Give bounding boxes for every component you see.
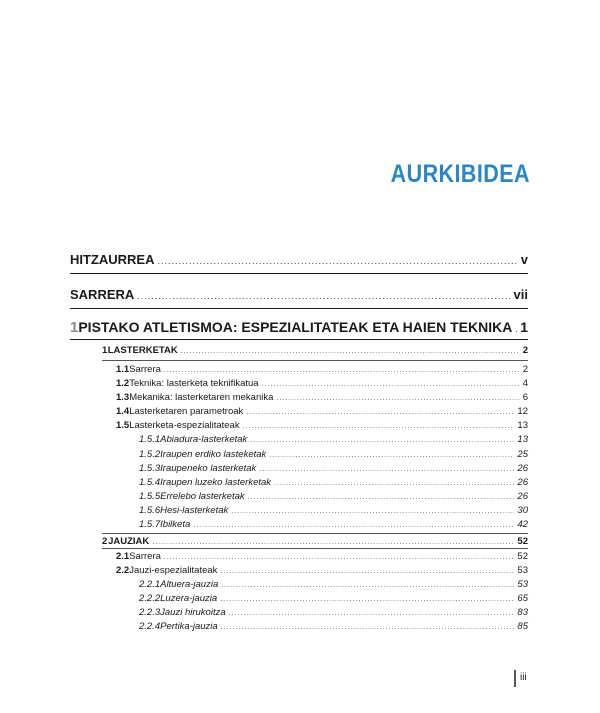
leader-dots — [221, 624, 515, 631]
toc-page: v — [520, 252, 528, 267]
toc-entry-1-5-4[interactable] — [139, 477, 528, 488]
toc-page: 26 — [517, 477, 528, 488]
divider — [70, 339, 528, 340]
toc-entry-section-2[interactable] — [102, 536, 528, 547]
toc-page: 6 — [522, 392, 528, 403]
toc-number: 1.5.7 — [139, 519, 161, 530]
toc-entry-1-3[interactable] — [116, 392, 528, 403]
leader-dots — [229, 610, 515, 617]
toc-number: 1.5.3 — [139, 463, 161, 474]
toc-entry-2-2-1[interactable] — [139, 579, 528, 590]
toc-page: 13 — [517, 420, 528, 431]
toc-entry-2-2-2[interactable] — [139, 593, 528, 604]
toc-label: Abiadura-lasterketak — [160, 434, 248, 445]
toc-number: 1.4 — [116, 406, 130, 417]
leader-dots — [164, 554, 515, 561]
toc-label: Sarrera — [129, 364, 161, 375]
divider — [102, 548, 528, 549]
leader-dots — [269, 452, 514, 459]
toc-label: Mekanika: lasterketaren mekanika — [129, 392, 274, 403]
toc-page: 26 — [517, 491, 528, 502]
toc-entry-2-2[interactable] — [116, 565, 528, 576]
leader-dots — [515, 324, 517, 334]
toc-page: 30 — [517, 505, 528, 516]
toc-page: 1 — [520, 319, 528, 335]
toc-entry-1-2[interactable] — [116, 378, 528, 389]
divider — [102, 533, 528, 534]
toc-number: 1.3 — [116, 392, 130, 403]
toc-number: 1.5.5 — [139, 491, 161, 502]
leader-dots — [276, 395, 519, 402]
leader-dots — [137, 291, 510, 301]
toc-label: Iraupeneko lasterketak — [160, 463, 257, 474]
toc-label: Jauzi-espezialitateak — [129, 565, 218, 576]
toc-label: Sarrera — [129, 551, 161, 562]
toc-entry-2-2-3[interactable] — [139, 607, 528, 618]
divider — [102, 360, 528, 361]
leader-dots — [274, 480, 514, 487]
leader-dots — [158, 256, 518, 266]
leader-dots — [221, 582, 514, 589]
leader-dots — [250, 437, 514, 444]
toc-entry-sarrera[interactable] — [70, 287, 528, 302]
toc-entry-section-1[interactable] — [102, 345, 528, 356]
toc-label: Ibilketa — [160, 519, 191, 530]
toc-entry-1-4[interactable] — [116, 406, 528, 417]
toc-label: SARRERA — [70, 287, 135, 302]
toc-label: JAUZIAK — [108, 536, 150, 547]
leader-dots — [259, 466, 514, 473]
folio-bar — [514, 670, 516, 687]
toc-label: Lasterketaren parametroak — [129, 406, 244, 417]
section-number: 1 — [102, 345, 108, 356]
toc-number: 1.5.4 — [139, 477, 161, 488]
toc-entry-1-1[interactable] — [116, 364, 528, 375]
leader-dots — [248, 494, 515, 501]
toc-number: 1.1 — [116, 364, 130, 375]
toc-number: 2.2.2 — [139, 593, 161, 604]
toc-page: 52 — [517, 536, 528, 547]
page-number: iii — [520, 672, 527, 683]
leader-dots — [243, 423, 515, 430]
toc-page: 42 — [517, 519, 528, 530]
toc-number: 2.2.1 — [139, 579, 161, 590]
toc-number: 1.5.1 — [139, 434, 161, 445]
toc-entry-1-5-2[interactable] — [139, 449, 528, 460]
toc-label: Luzera-jauzia — [160, 593, 218, 604]
leader-dots — [246, 409, 514, 416]
toc-label: Hesi-lasterketak — [160, 505, 229, 516]
toc-page: 52 — [517, 551, 528, 562]
toc-entry-hitzaurrea[interactable] — [70, 252, 528, 267]
toc-entry-1-5-3[interactable] — [139, 463, 528, 474]
toc-page: 2 — [522, 364, 528, 375]
divider — [70, 273, 528, 274]
leader-dots — [220, 596, 514, 603]
toc-page: 2 — [522, 345, 528, 356]
toc-entry-1-5-5[interactable] — [139, 491, 528, 502]
toc-number: 2.1 — [116, 551, 130, 562]
toc-label: Iraupen erdiko lasteketak — [160, 449, 267, 460]
toc-page: 65 — [517, 593, 528, 604]
toc-page: vii — [513, 287, 528, 302]
page-title: AURKIBIDEA — [390, 160, 530, 188]
toc-page: 12 — [517, 406, 528, 417]
leader-dots — [181, 348, 520, 355]
toc-page: 53 — [517, 565, 528, 576]
toc-entry-chapter-1[interactable] — [70, 319, 528, 336]
toc-label: Teknika: lasterketa teknifikatua — [129, 378, 259, 389]
toc-page: 26 — [517, 463, 528, 474]
leader-dots — [231, 508, 514, 515]
toc-number: 2.2.4 — [139, 621, 161, 632]
leader-dots — [220, 568, 514, 575]
toc-label: HITZAURREA — [70, 252, 155, 267]
toc-number: 1.5.6 — [139, 505, 161, 516]
divider — [70, 308, 528, 309]
toc-label: Pertika-jauzia — [160, 621, 218, 632]
toc-number: 2.2.3 — [139, 607, 161, 618]
toc-page: 13 — [517, 434, 528, 445]
toc-label: Jauzi hirukoitza — [160, 607, 226, 618]
toc-label: PISTAKO ATLETISMOA: ESPEZIALITATEAK ETA HAIEN TEKNIKA — [78, 319, 513, 335]
toc-page: 83 — [517, 607, 528, 618]
toc-page: 85 — [517, 621, 528, 632]
toc-number: 1.5 — [116, 420, 130, 431]
toc-entry-1-5-1[interactable] — [139, 434, 528, 445]
section-number: 2 — [102, 536, 108, 547]
toc-number: 1.2 — [116, 378, 130, 389]
toc-label: Altuera-jauzia — [160, 579, 219, 590]
toc-entry-1-5-7[interactable] — [139, 519, 528, 530]
leader-dots — [193, 522, 514, 529]
toc-entry-2-2-4[interactable] — [139, 621, 528, 632]
toc-entry-2-1[interactable] — [116, 551, 528, 562]
toc-number: 2.2 — [116, 565, 130, 576]
toc-page: 53 — [517, 579, 528, 590]
chapter-number: 1 — [70, 319, 79, 336]
toc-page: 4 — [522, 378, 528, 389]
toc-label: Errelebo lasterketak — [160, 491, 245, 502]
toc-label: LASTERKETAK — [107, 345, 178, 356]
toc-label: Lasterketa-espezialitateak — [129, 420, 240, 431]
toc-label: Iraupen luzeko lasterketak — [160, 477, 272, 488]
toc-entry-1-5-6[interactable] — [139, 505, 528, 516]
leader-dots — [152, 539, 514, 546]
toc-number: 1.5.2 — [139, 449, 161, 460]
leader-dots — [164, 367, 520, 374]
toc-entry-1-5[interactable] — [116, 420, 528, 431]
toc-page: 25 — [517, 449, 528, 460]
leader-dots — [262, 381, 520, 388]
